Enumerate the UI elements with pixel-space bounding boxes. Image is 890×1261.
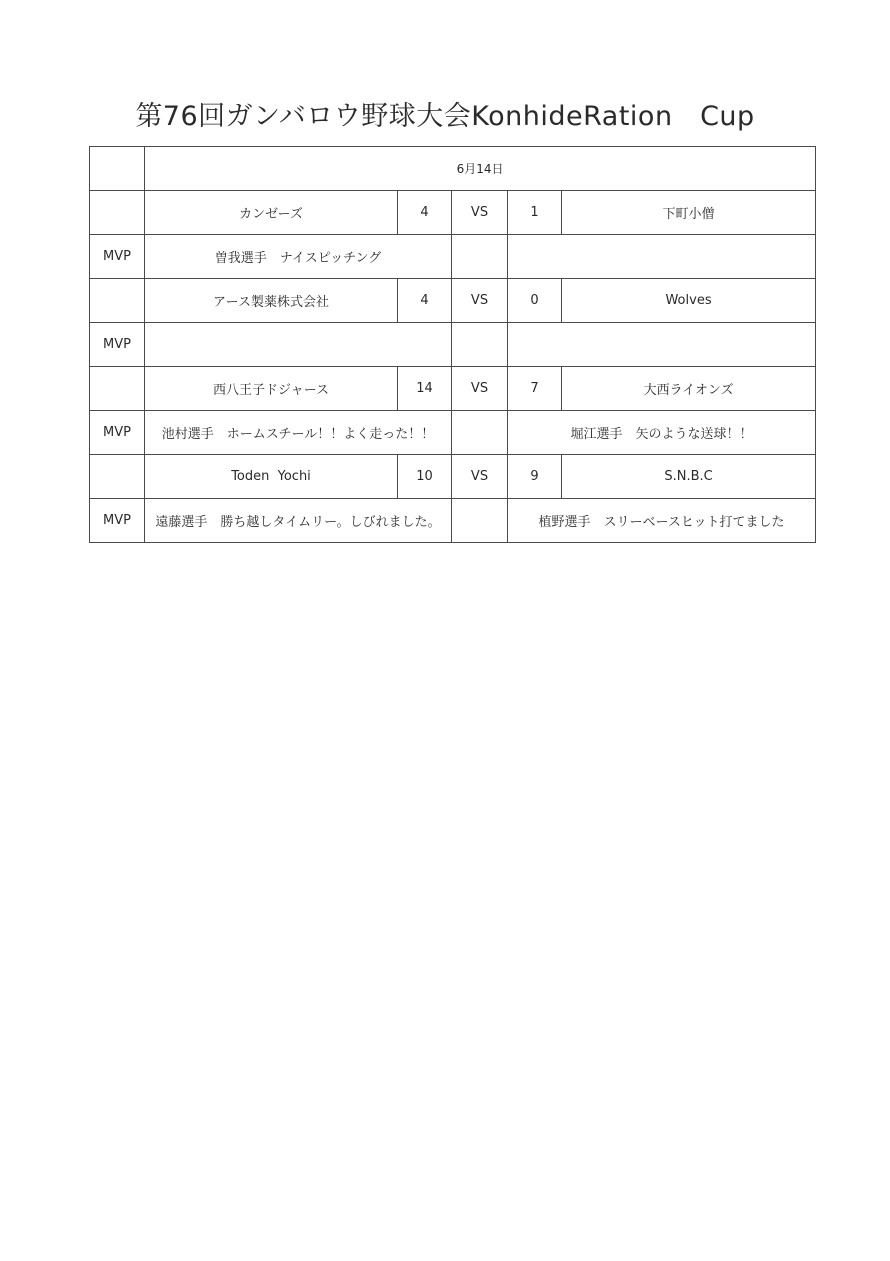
home-team: カンゼーズ xyxy=(145,191,398,235)
away-team: Wolves xyxy=(562,279,816,323)
blank-cell xyxy=(452,411,508,455)
mvp-row xyxy=(90,499,816,543)
blank-cell xyxy=(90,455,145,499)
mvp-label: MVP xyxy=(90,411,145,455)
vs-label: VS xyxy=(452,191,508,235)
results-table xyxy=(89,146,816,543)
blank-cell xyxy=(452,323,508,367)
mvp-home: 池村選手 ホームスチール！！よく走った！！ xyxy=(145,411,452,455)
away-score: 9 xyxy=(508,455,562,499)
game-row xyxy=(90,367,816,411)
mvp-away: 堀江選手 矢のような送球！！ xyxy=(508,411,816,455)
vs-label: VS xyxy=(452,455,508,499)
home-score: 4 xyxy=(398,279,452,323)
away-team: S.N.B.C xyxy=(562,455,816,499)
away-score: 7 xyxy=(508,367,562,411)
mvp-away xyxy=(508,235,816,279)
blank-cell xyxy=(452,235,508,279)
game-row xyxy=(90,455,816,499)
mvp-label: MVP xyxy=(90,235,145,279)
away-team: 大西ライオンズ xyxy=(562,367,816,411)
mvp-home xyxy=(145,323,452,367)
blank-cell xyxy=(90,367,145,411)
game-row xyxy=(90,191,816,235)
mvp-row xyxy=(90,411,816,455)
away-score: 0 xyxy=(508,279,562,323)
mvp-away: 植野選手 スリーベースヒット打てました xyxy=(508,499,816,543)
blank-cell xyxy=(90,147,145,191)
mvp-row xyxy=(90,323,816,367)
vs-label: VS xyxy=(452,279,508,323)
away-score: 1 xyxy=(508,191,562,235)
page-title: 第76回ガンバロウ野球大会KonhideRation Cup xyxy=(135,101,755,132)
home-score: 14 xyxy=(398,367,452,411)
home-team: 西八王子ドジャース xyxy=(145,367,398,411)
mvp-label: MVP xyxy=(90,323,145,367)
home-team: Toden Yochi xyxy=(145,455,398,499)
mvp-home: 遠藤選手 勝ち越しタイムリー。しびれました。 xyxy=(145,499,452,543)
home-score: 10 xyxy=(398,455,452,499)
mvp-row xyxy=(90,235,816,279)
blank-cell xyxy=(90,191,145,235)
vs-label: VS xyxy=(452,367,508,411)
home-team: アース製薬株式会社 xyxy=(145,279,398,323)
blank-cell xyxy=(90,279,145,323)
date-row xyxy=(90,147,816,191)
mvp-home: 曽我選手 ナイスピッチング xyxy=(145,235,452,279)
mvp-label: MVP xyxy=(90,499,145,543)
mvp-away xyxy=(508,323,816,367)
home-score: 4 xyxy=(398,191,452,235)
away-team: 下町小僧 xyxy=(562,191,816,235)
blank-cell xyxy=(452,499,508,543)
date-cell: 6月14日 xyxy=(145,147,816,191)
game-row xyxy=(90,279,816,323)
